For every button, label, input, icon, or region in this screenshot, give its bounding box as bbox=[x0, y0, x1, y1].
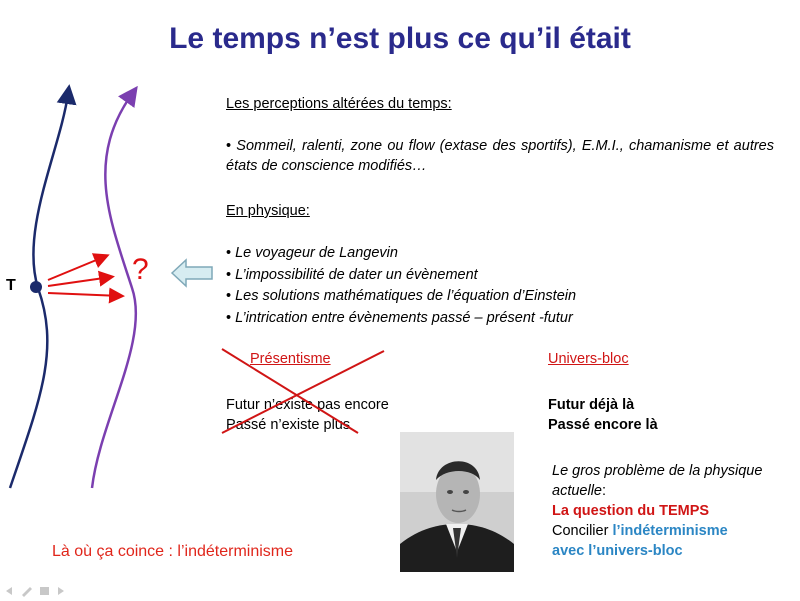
pen-icon bbox=[22, 587, 32, 597]
presentisme-line1: Futur n’existe pas encore bbox=[226, 397, 389, 413]
problem-line2: La question du TEMPS bbox=[552, 503, 710, 519]
univers-bloc-heading: Univers-bloc bbox=[548, 351, 629, 367]
list-item: • L’intrication entre évènements passé – présent -futur bbox=[226, 308, 786, 330]
presentisme-heading: Présentisme bbox=[250, 351, 331, 367]
portrait-photo bbox=[400, 432, 514, 572]
event-point bbox=[30, 281, 42, 293]
cross-out-mark bbox=[218, 345, 388, 437]
perceptions-text: Sommeil, ralenti, zone ou flow (extase des sportifs), E.M.I., chamanisme et autres états de conscience modifiés… bbox=[226, 138, 774, 174]
univers-line1: Futur déjà là bbox=[548, 397, 635, 413]
problem-line4: avec l’univers-bloc bbox=[552, 543, 683, 559]
list-item: • Le voyageur de Langevin bbox=[226, 243, 786, 265]
presentisme-line2: Passé n’existe plus bbox=[226, 417, 351, 433]
next-slide-icon bbox=[58, 587, 64, 595]
left-arrow-icon bbox=[170, 258, 214, 288]
list-item: • L’impossibilité de dater un évènement bbox=[226, 265, 786, 287]
physique-list bbox=[226, 243, 786, 329]
bullet: • bbox=[226, 138, 232, 154]
worldline-other bbox=[92, 94, 136, 488]
univers-bloc-lines bbox=[548, 395, 658, 435]
list-item: • Les solutions mathématiques de l’équation d’Einstein bbox=[226, 286, 786, 308]
prev-slide-icon bbox=[6, 587, 12, 595]
menu-icon bbox=[40, 587, 49, 595]
page-title: Le temps n’est plus ce qu’il était bbox=[169, 22, 631, 55]
perceptions-heading: Les perceptions altérées du temps: bbox=[226, 96, 452, 112]
event-label: T bbox=[6, 277, 16, 294]
worldline-diagram bbox=[0, 80, 230, 500]
problem-line3: Concilier l’indéterminisme bbox=[552, 523, 728, 539]
signal-arrow-1 bbox=[48, 256, 106, 280]
signal-arrow-2 bbox=[48, 277, 111, 286]
physique-heading: En physique: bbox=[226, 203, 310, 219]
question-mark: ? bbox=[132, 253, 149, 286]
problem-line1: Le gros problème de la physique actuelle: bbox=[552, 463, 763, 499]
perceptions-item bbox=[226, 136, 774, 176]
univers-line2: Passé encore là bbox=[548, 417, 658, 433]
colon: : bbox=[601, 483, 607, 499]
problem-statement bbox=[552, 461, 772, 561]
slide-nav-controls[interactable] bbox=[4, 585, 74, 597]
footer-note: Là où ça coince : l’indéterminisme bbox=[52, 543, 294, 560]
signal-arrow-3 bbox=[48, 293, 121, 296]
